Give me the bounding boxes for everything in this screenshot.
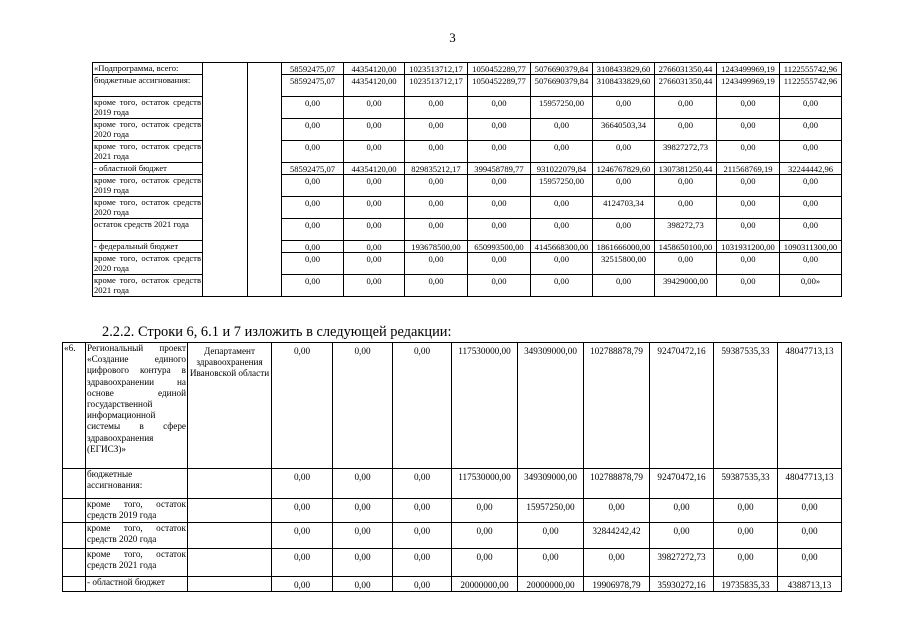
- value-cell: 0,00: [333, 523, 393, 549]
- value-cell: 0,00: [778, 523, 842, 549]
- value-cell: 0,00: [780, 141, 842, 163]
- project-name: Региональный проект «Создание единого цифрового контура в здравоохранении на основе единой государственной информационной системы в сфере здравоохранения (ЕГИСЗ)»: [86, 343, 188, 469]
- value-cell: 39827272,73: [655, 141, 717, 163]
- value-cell: 39429000,00: [655, 275, 717, 297]
- project-value: 92470472,16: [650, 343, 714, 469]
- value-cell: 1243499969,19: [717, 63, 780, 75]
- value-cell: 0,00: [282, 241, 344, 253]
- value-cell: 349309000,00: [518, 469, 584, 499]
- value-cell: 1246767829,60: [593, 163, 655, 175]
- value-cell: 35930272,16: [650, 577, 714, 592]
- value-cell: 0,00: [780, 119, 842, 141]
- value-cell: 0,00: [717, 253, 780, 275]
- value-cell: 5076690379,84: [531, 63, 593, 75]
- project-value: 117530000,00: [452, 343, 518, 469]
- value-cell: 0,00: [468, 141, 531, 163]
- row-number: «6.: [63, 343, 86, 469]
- value-cell: 20000000,00: [452, 577, 518, 592]
- value-cell: 0,00: [584, 549, 650, 577]
- value-cell: 3108433829,60: [593, 63, 655, 75]
- value-cell: 0,00: [717, 141, 780, 163]
- value-cell: 44354120,00: [344, 163, 405, 175]
- value-cell: 0,00: [333, 469, 393, 499]
- row-label: кроме того, остаток средств 2021 года: [94, 275, 201, 295]
- value-cell: 1122555742,96: [780, 75, 842, 97]
- project-value: 0,00: [393, 343, 452, 469]
- value-cell: 0,00: [393, 577, 452, 592]
- row-label: кроме того, остаток средств 2021 года: [94, 141, 201, 161]
- blank-cell: [188, 469, 272, 499]
- value-cell: 1861666000,00: [593, 241, 655, 253]
- value-cell: 0,00: [531, 141, 593, 163]
- value-cell: 0,00: [655, 197, 717, 219]
- value-cell: 0,00: [405, 97, 468, 119]
- value-cell: 0,00: [650, 523, 714, 549]
- value-cell: 32844242,42: [584, 523, 650, 549]
- row-label: кроме того, остаток средств 2019 года: [86, 499, 188, 523]
- value-cell: 0,00: [282, 97, 344, 119]
- value-cell: 58592475,07: [282, 163, 344, 175]
- value-cell: 211568769,19: [717, 163, 780, 175]
- table-row: [93, 63, 842, 75]
- value-cell: 0,00: [452, 549, 518, 577]
- value-cell: 0,00: [344, 119, 405, 141]
- value-cell: 0,00: [282, 119, 344, 141]
- value-cell: 0,00: [468, 175, 531, 197]
- value-cell: 193678500,00: [405, 241, 468, 253]
- row-label: кроме того, остаток средств 2019 года: [94, 97, 201, 117]
- value-cell: 0,00: [593, 219, 655, 241]
- value-cell: 19735835,33: [714, 577, 778, 592]
- value-cell: 1090311300,00: [780, 241, 842, 253]
- value-cell: 1023513712,17: [405, 75, 468, 97]
- table-row: [63, 469, 842, 499]
- value-cell: 0,00: [282, 197, 344, 219]
- value-cell: 0,00: [282, 275, 344, 297]
- value-cell: 0,00: [593, 275, 655, 297]
- value-cell: 32244442,96: [780, 163, 842, 175]
- value-cell: 0,00: [282, 141, 344, 163]
- project-value: 0,00: [333, 343, 393, 469]
- value-cell: 0,00: [272, 577, 333, 592]
- value-cell: 1031931200,00: [717, 241, 780, 253]
- value-cell: 0,00: [593, 97, 655, 119]
- value-cell: 2766031350,44: [655, 75, 717, 97]
- value-cell: 0,00: [717, 197, 780, 219]
- value-cell: 58592475,07: [282, 63, 344, 75]
- row-label: - федеральный бюджет: [93, 241, 203, 253]
- table-row: [63, 499, 842, 523]
- value-cell: 0,00: [780, 175, 842, 197]
- value-cell: 59387535,33: [714, 469, 778, 499]
- value-cell: 0,00: [717, 97, 780, 119]
- value-cell: 398272,73: [655, 219, 717, 241]
- value-cell: 0,00: [714, 523, 778, 549]
- row-label: кроме того, остаток средств 2019 года: [94, 175, 201, 195]
- row-label: кроме того, остаток средств 2021 года: [86, 549, 188, 577]
- value-cell: 0,00: [531, 253, 593, 275]
- blank-cell: [188, 499, 272, 523]
- value-cell: 0,00: [531, 219, 593, 241]
- project-value: 349309000,00: [518, 343, 584, 469]
- value-cell: 1023513712,17: [405, 63, 468, 75]
- value-cell: 0,00: [405, 219, 468, 241]
- value-cell: 1122555742,96: [780, 63, 842, 75]
- blank-cell: [188, 577, 272, 592]
- row-label: остаток средств 2021 года: [93, 219, 203, 241]
- value-cell: 36640503,34: [593, 119, 655, 141]
- value-cell: 4388713,13: [778, 577, 842, 592]
- value-cell: 0,00: [393, 499, 452, 523]
- value-cell: 0,00: [717, 175, 780, 197]
- value-cell: 931022079,84: [531, 163, 593, 175]
- value-cell: 1307381250,44: [655, 163, 717, 175]
- value-cell: 0,00: [282, 175, 344, 197]
- row-label: - областной бюджет: [86, 577, 188, 592]
- value-cell: 4124703,34: [593, 197, 655, 219]
- value-cell: 0,00: [717, 219, 780, 241]
- value-cell: 0,00: [780, 97, 842, 119]
- table-row: [63, 523, 842, 549]
- value-cell: 0,00: [655, 175, 717, 197]
- value-cell: 0,00: [655, 119, 717, 141]
- value-cell: 0,00: [468, 253, 531, 275]
- value-cell: 15957250,00: [531, 175, 593, 197]
- value-cell: 0,00: [344, 241, 405, 253]
- value-cell: 0,00: [272, 469, 333, 499]
- value-cell: 0,00: [344, 175, 405, 197]
- value-cell: 0,00: [393, 549, 452, 577]
- value-cell: 0,00: [405, 119, 468, 141]
- value-cell: 0,00: [344, 197, 405, 219]
- value-cell: 39827272,73: [650, 549, 714, 577]
- value-cell: 399458789,77: [468, 163, 531, 175]
- value-cell: 15957250,00: [531, 97, 593, 119]
- value-cell: 44354120,00: [344, 63, 405, 75]
- value-cell: 0,00: [518, 523, 584, 549]
- blank-cell: [188, 549, 272, 577]
- row-label: кроме того, остаток средств 2020 года: [94, 253, 201, 273]
- value-cell: 102788878,79: [584, 469, 650, 499]
- value-cell: 0,00: [272, 523, 333, 549]
- value-cell: 1050452289,77: [468, 75, 531, 97]
- value-cell: 0,00: [333, 549, 393, 577]
- project-row: [63, 343, 842, 469]
- value-cell: 0,00: [282, 219, 344, 241]
- project-value: 59387535,33: [714, 343, 778, 469]
- value-cell: 0,00: [714, 499, 778, 523]
- value-cell: 0,00: [405, 197, 468, 219]
- blank-cell: [63, 469, 86, 499]
- value-cell: 650993500,00: [468, 241, 531, 253]
- value-cell: 0,00: [468, 219, 531, 241]
- value-cell: 0,00»: [780, 275, 842, 297]
- value-cell: 0,00: [333, 577, 393, 592]
- value-cell: 0,00: [780, 219, 842, 241]
- value-cell: 0,00: [468, 197, 531, 219]
- value-cell: 0,00: [778, 499, 842, 523]
- value-cell: 20000000,00: [518, 577, 584, 592]
- blank-cell: [63, 523, 86, 549]
- value-cell: 0,00: [468, 275, 531, 297]
- row-label: бюджетные ассигнования:: [93, 75, 203, 97]
- value-cell: 3108433829,60: [593, 75, 655, 97]
- value-cell: 0,00: [452, 523, 518, 549]
- value-cell: 0,00: [531, 197, 593, 219]
- value-cell: 1458650100,00: [655, 241, 717, 253]
- value-cell: 0,00: [344, 141, 405, 163]
- row-label: кроме того, остаток средств 2020 года: [86, 523, 188, 549]
- blank-cell: [188, 523, 272, 549]
- value-cell: 0,00: [584, 499, 650, 523]
- project-value: 102788878,79: [584, 343, 650, 469]
- value-cell: 0,00: [593, 141, 655, 163]
- blank-cell: [248, 63, 282, 297]
- value-cell: 829835212,17: [405, 163, 468, 175]
- row-label: - областной бюджет: [93, 163, 203, 175]
- value-cell: 32515800,00: [593, 253, 655, 275]
- value-cell: 0,00: [393, 469, 452, 499]
- value-cell: 0,00: [780, 197, 842, 219]
- executor: Департамент здравоохранения Ивановской области: [188, 343, 272, 469]
- project-value: 48047713,13: [778, 343, 842, 469]
- value-cell: 0,00: [272, 499, 333, 523]
- value-cell: 0,00: [714, 549, 778, 577]
- value-cell: 4145668300,00: [531, 241, 593, 253]
- row-label: «Подпрограмма, всего:: [93, 63, 203, 75]
- value-cell: 44354120,00: [344, 75, 405, 97]
- value-cell: 1050452289,77: [468, 63, 531, 75]
- value-cell: 0,00: [593, 175, 655, 197]
- project-value: 0,00: [272, 343, 333, 469]
- row-label: бюджетные ассигнования:: [86, 469, 188, 499]
- value-cell: 0,00: [344, 253, 405, 275]
- value-cell: 0,00: [650, 499, 714, 523]
- value-cell: 0,00: [518, 549, 584, 577]
- value-cell: 0,00: [468, 97, 531, 119]
- value-cell: 0,00: [282, 253, 344, 275]
- row-label: кроме того, остаток средств 2020 года: [94, 119, 201, 139]
- blank-cell: [63, 499, 86, 523]
- value-cell: 0,00: [531, 119, 593, 141]
- value-cell: 0,00: [655, 97, 717, 119]
- value-cell: 2766031350,44: [655, 63, 717, 75]
- value-cell: 92470472,16: [650, 469, 714, 499]
- value-cell: 0,00: [344, 97, 405, 119]
- value-cell: 0,00: [655, 253, 717, 275]
- value-cell: 48047713,13: [778, 469, 842, 499]
- value-cell: 117530000,00: [452, 469, 518, 499]
- blank-cell: [63, 549, 86, 577]
- value-cell: 0,00: [405, 175, 468, 197]
- page-number: 3: [449, 30, 456, 45]
- table-row: [63, 577, 842, 592]
- value-cell: 0,00: [405, 253, 468, 275]
- value-cell: 19906978,79: [584, 577, 650, 592]
- value-cell: 0,00: [272, 549, 333, 577]
- value-cell: 0,00: [717, 119, 780, 141]
- amendment-heading: 2.2.2. Строки 6, 6.1 и 7 изложить в следующей редакции:: [102, 324, 452, 340]
- value-cell: 0,00: [393, 523, 452, 549]
- value-cell: 0,00: [717, 275, 780, 297]
- value-cell: 58592475,07: [282, 75, 344, 97]
- value-cell: 0,00: [531, 275, 593, 297]
- table-row: [63, 549, 842, 577]
- subprogram-finance-table: [92, 62, 842, 297]
- value-cell: 0,00: [344, 219, 405, 241]
- value-cell: 0,00: [333, 499, 393, 523]
- executor-cell: [203, 63, 248, 297]
- regional-project-table: [62, 342, 842, 592]
- row-label: кроме того, остаток средств 2020 года: [94, 197, 201, 217]
- value-cell: 15957250,00: [518, 499, 584, 523]
- value-cell: 0,00: [405, 275, 468, 297]
- value-cell: 0,00: [344, 275, 405, 297]
- value-cell: 0,00: [452, 499, 518, 523]
- value-cell: 0,00: [405, 141, 468, 163]
- value-cell: 1243499969,19: [717, 75, 780, 97]
- value-cell: 5076690379,84: [531, 75, 593, 97]
- value-cell: 0,00: [468, 119, 531, 141]
- blank-cell: [63, 577, 86, 592]
- value-cell: 0,00: [778, 549, 842, 577]
- value-cell: 0,00: [780, 253, 842, 275]
